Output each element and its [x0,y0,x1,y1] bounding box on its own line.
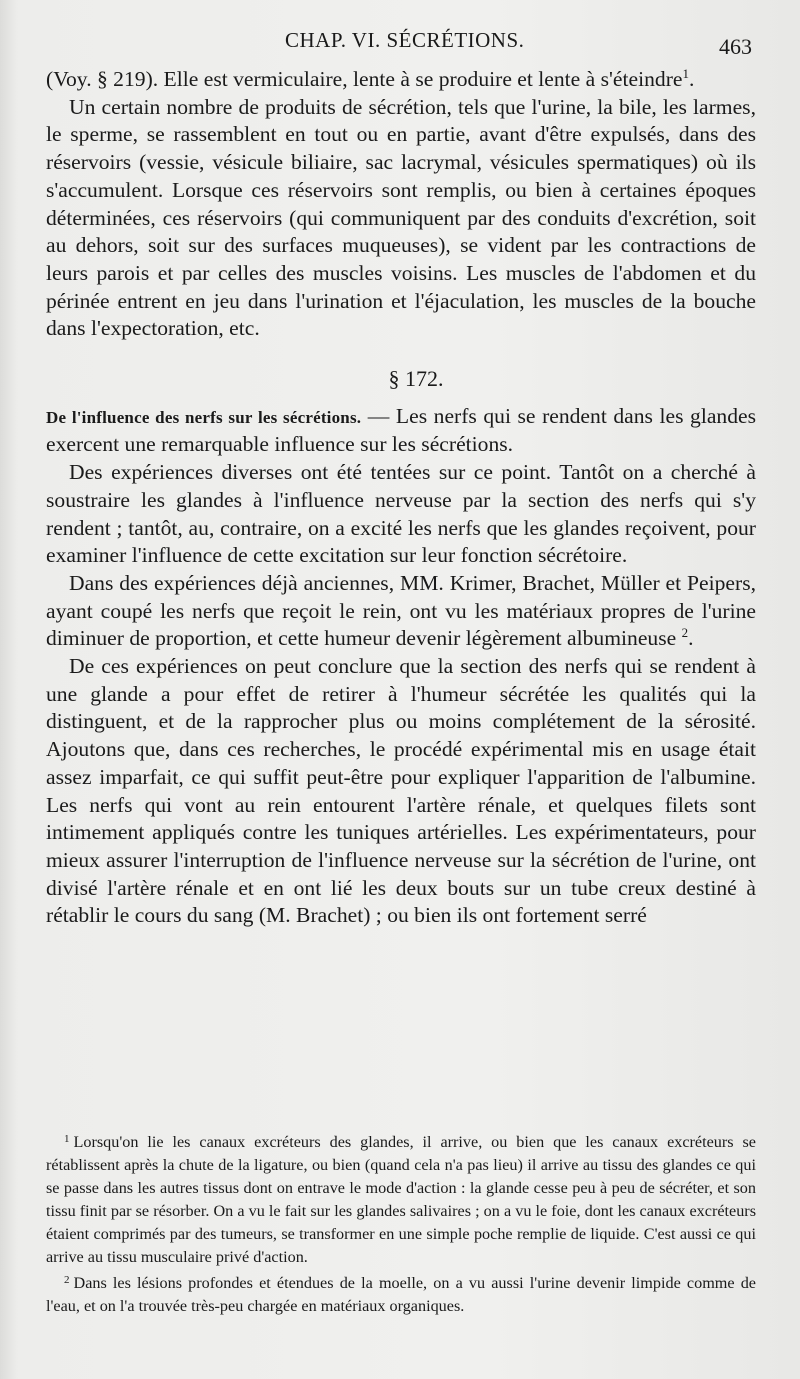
footnotes [46,1128,756,1318]
paragraph-1-text: (Voy. § 219). Elle est vermiculaire, lente à se produire et lente à s'éteindre [46,67,683,91]
footnote-2-text: Dans les lésions profondes et étendues de la moelle, on a vu aussi l'urine devenir limpide comme de l'eau, et on l'a trouvée très-peu chargée en matériaux organiques. [46,1274,756,1315]
footnote-2 [46,1269,756,1318]
main-text [46,66,756,930]
section-number: § 172. [388,366,444,392]
chapter-title: CHAP. VI. SÉCRÉTIONS. [285,28,525,52]
paragraph-2: Un certain nombre de produits de sécrétion, tels que l'urine, la bile, les larmes, le sperme, se rassemblent en tout ou en partie, avant d'être expulsés, dans des réservoirs (vessie, vésicule biliaire, sac lacrymal, vésicules spermatiques) où ils s'accumulent. Lorsque ces réservoirs sont remplis, ou bien à certaines époques déterminées, ces réservoirs (qui communiquent par des conduits d'excrétion, soit au dehors, soit sur des surfaces muqueuses), se vident par les contractions de leurs parois et par celles des muscles voisins. Les muscles de l'abdomen et du périnée entrent en jeu dans l'urination et l'éjaculation, les muscles de la bouche dans l'expectoration, etc. [46,94,756,341]
footnote-ref-1: 1 [682,65,689,81]
paragraph-1 [46,66,756,94]
footnote-ref-2: 2 [681,625,689,641]
paragraph-4: Des expériences diverses ont été tentées sur ce point. Tantôt on a cherché à soustraire les glandes à l'influence nerveuse par la section des nerfs qui s'y rendent ; tantôt, au, contraire, on a excité les nerfs que les glandes reçoivent, pour examiner l'influence de cette excitation sur leur fonction sécrétoire. [46,460,756,568]
footnote-1-text: Lorsqu'on lie les canaux excréteurs des glandes, il arrive, ou bien que les canaux excréteurs se rétablissent après la chute de la ligature, ou bien (quand cela n'a pas lieu) il arrive au tissu des glandes ce qui se passe dans les autres tissus dont on entrave le mode d'action : la glande cesse peu à peu de sécréter, et son tissu finit par se résorber. On a vu le fait sur les glandes salivaires ; on a vu le foie, dont les canaux excréteurs étaient comprimés par des tumeurs, se transformer en une simple poche remplie de liquide. C'est aussi ce qui arrive au tissu musculaire privé d'action. [46,1133,756,1266]
footnote-1 [46,1128,756,1269]
footnote-2-mark: 2 [64,1274,70,1286]
paragraph-1-end: . [688,67,695,91]
paragraph-6: De ces expériences on peut conclure que la section des nerfs qui se rendent à une glande a pour effet de retirer à l'humeur sécrétée les qualités qui la distinguent, et de la rapprocher plus ou moins complétement de la sérosité. Ajoutons que, dans ces recherches, le procédé expérimental mis en usage était assez imparfait, ce qui suffit peut-être pour expliquer l'apparition de l'albumine. Les nerfs qui vont au rein entourent l'artère rénale, et quelques filets sont intimement appliqués contre les tuniques artérielles. Les expérimentateurs, pour mieux assurer l'interruption de l'influence nerveuse sur la sécrétion de l'urine, ont divisé l'artère rénale et en ont lié les deux bouts sur un tube creux destiné à rétablir le cours du sang (M. Brachet) ; ou bien ils ont fortement serré [46,654,756,928]
section-heading: De l'influence des nerfs sur les sécrétions. [46,407,362,427]
page-number: 463 [719,34,752,59]
paragraph-3-text: — Les nerfs qui se rendent dans les glandes exercent une remarquable influence sur les sécrétions. [46,403,756,457]
running-head [0,28,800,62]
paragraph-5-end: . [688,626,694,651]
paragraph-3 [46,403,756,459]
paragraph-5 [46,570,756,653]
footnote-1-mark: 1 [64,1133,70,1145]
paragraph-5-text: Dans des expériences déjà anciennes, MM. Krimer, Brachet, Müller et Peipers, ayant coupé les nerfs que reçoit le rein, ont vu les matériaux propres de l'urine diminuer de proportion, et cette humeur devenir légèrement albumineuse [46,570,756,651]
